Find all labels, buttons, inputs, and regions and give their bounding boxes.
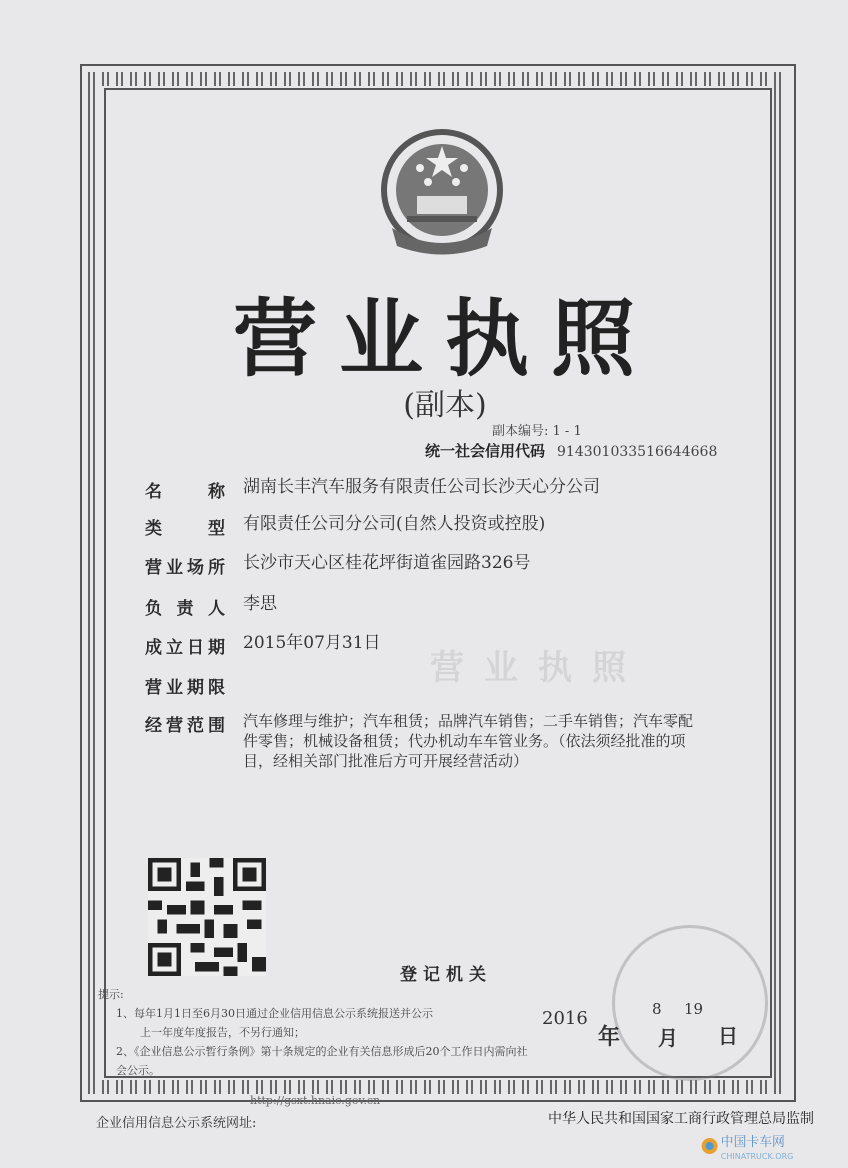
qr-code <box>148 858 266 976</box>
field-label: 营业场所 <box>145 558 225 578</box>
footer-left: 企业信用信息公示系统网址: <box>96 1116 257 1131</box>
notes-title: 提示: <box>98 988 124 1001</box>
credit-code <box>425 440 717 461</box>
field-value: 长沙市天心区桂花坪街道雀园路326号 <box>243 553 531 573</box>
note-item: 1、每年1月1日至6月30日通过企业信用信息公示系统报送并公示 <box>116 1007 433 1020</box>
national-emblem-icon <box>372 128 512 258</box>
field-label: 类型 <box>145 519 225 539</box>
note-item: 2、《企业信息公示暂行条例》第十条规定的企业有关信息形成后20个工作日内需向社会公示。 <box>116 1045 528 1077</box>
date-year: 2016 <box>542 1008 588 1029</box>
date-month: 8 <box>652 1000 662 1018</box>
date-month-label: 月 <box>658 1026 678 1050</box>
logo-subtext: CHINATRUCK.ORG <box>720 1151 794 1161</box>
notes <box>98 985 538 1080</box>
registration-authority-label: 登记机关 <box>400 965 492 985</box>
field-value: 李思 <box>243 594 277 614</box>
field-label: 名称 <box>145 482 225 502</box>
field-label: 经营范围 <box>145 716 225 736</box>
watermark-text: 营业执照 <box>430 648 646 688</box>
footer-issuer: 中华人民共和国国家工商行政管理总局监制 <box>548 1111 814 1127</box>
date-day-label: 日 <box>718 1024 738 1048</box>
field-label: 营业期限 <box>145 678 225 698</box>
note-item: 上一年度年度报告，不另行通知； <box>140 1026 305 1039</box>
footer-url: http://gsxt.hnaic.gov.cn <box>250 1094 381 1107</box>
field-value: 有限责任公司分公司(自然人投资或控股) <box>243 514 546 534</box>
date-year-label: 年 <box>598 1025 621 1050</box>
document-title: 营业执照 <box>232 290 657 388</box>
chinatruck-watermark-logo <box>700 1130 812 1166</box>
logo-text: 中国卡车网 <box>720 1135 785 1150</box>
field-label: 负责人 <box>145 599 225 619</box>
document-subtitle: (副本) <box>403 388 487 423</box>
date-day: 19 <box>684 1000 704 1018</box>
field-label: 成立日期 <box>145 638 225 658</box>
field-value: 汽车修理与维护；汽车租赁；品牌汽车销售；二手车销售；汽车零配件零售；机械设备租赁；代办机动车车管业务。（依法须经批准的项目，经相关部门批准后方可开展经营活动） <box>243 712 694 770</box>
field-value: 湖南长丰汽车服务有限责任公司长沙天心分公司 <box>243 477 600 497</box>
credit-code-label: 统一社会信用代码 <box>425 442 546 460</box>
copy-number: 副本编号: 1 - 1 <box>492 424 582 439</box>
credit-code-value: 914301033516644668 <box>557 444 718 460</box>
field-value: 2015年07月31日 <box>243 633 381 653</box>
